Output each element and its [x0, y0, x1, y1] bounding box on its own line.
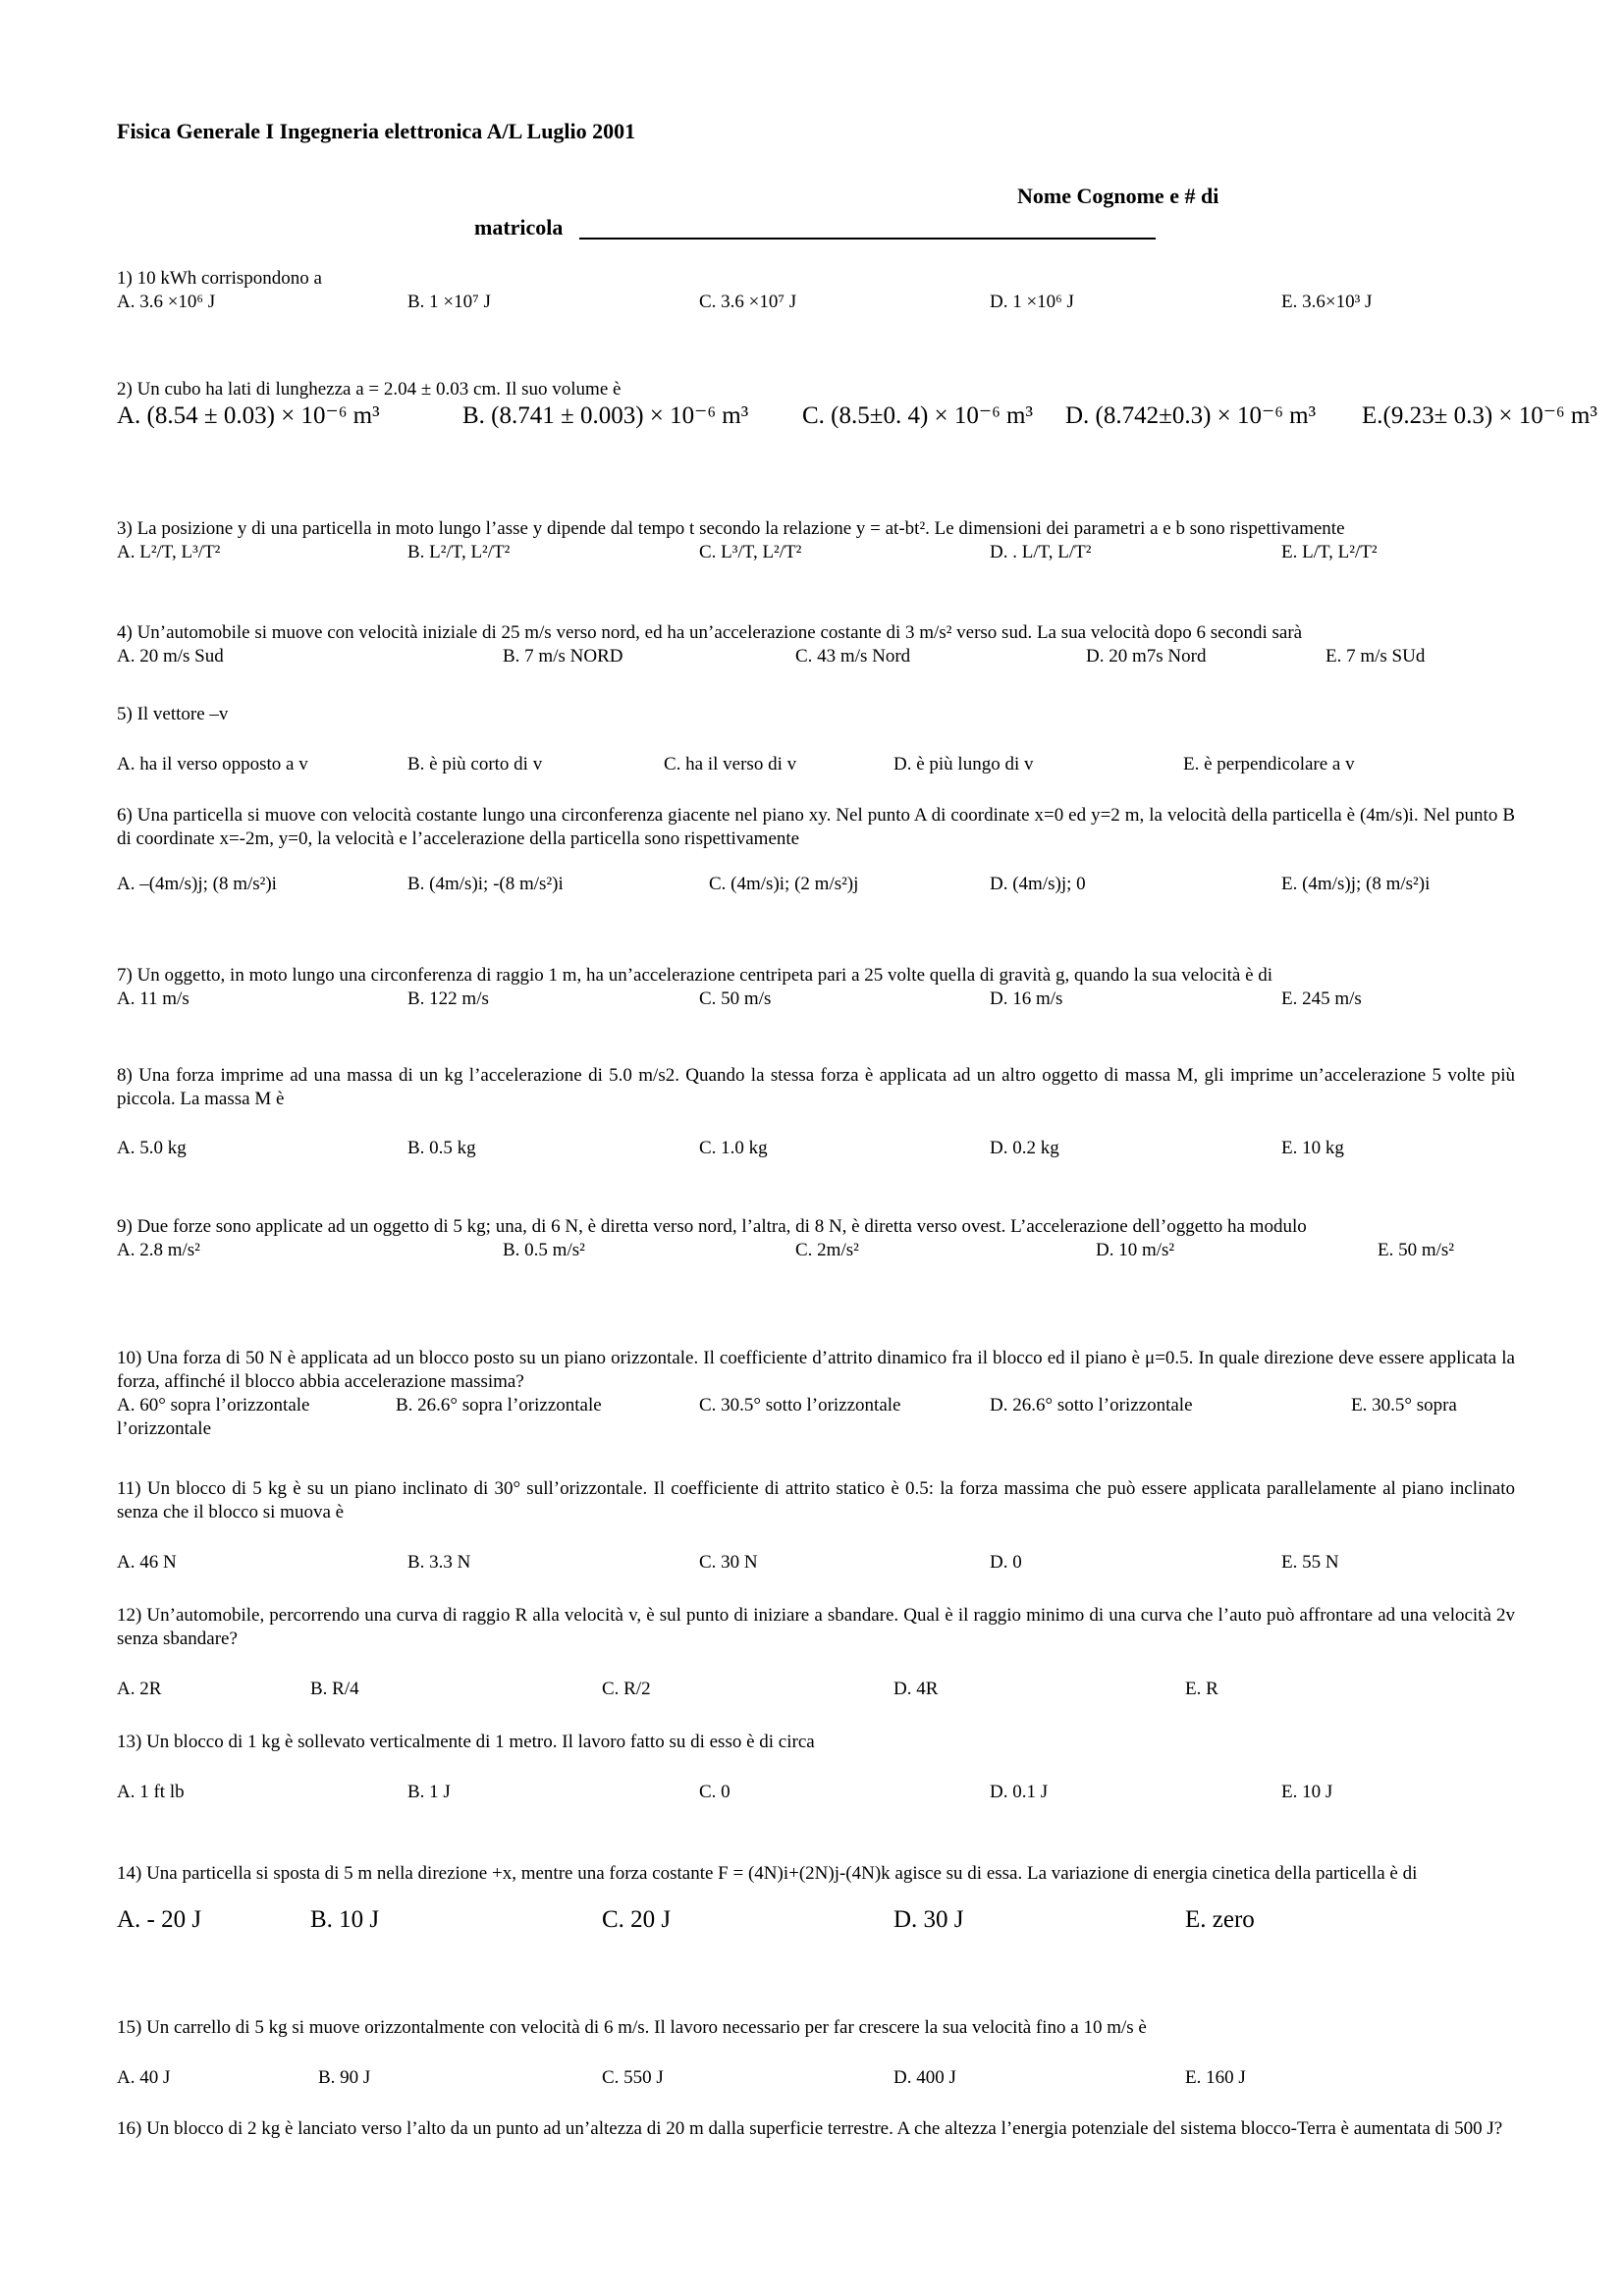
question-text: 2) Un cubo ha lati di lunghezza a = 2.04 ± 0.03 cm. Il suo volume è: [117, 379, 622, 400]
option-b: B. 26.6° sopra l’orizzontale: [396, 1395, 602, 1415]
option-b: B. L²/T, L²/T²: [407, 542, 511, 562]
question-text: 12) Un’automobile, percorrendo una curva di raggio R alla velocità v, è sul punto di iniziare a sbandare. Qual è il raggio minimo di una curva che l’auto può affrontare ad una velocità 2v senza sbandare?: [117, 1605, 1515, 1649]
option-e: E. 55 N: [1281, 1552, 1339, 1573]
option-d: D. (8.742±0.3) × 10⁻⁶ m³: [1065, 402, 1317, 429]
option-b: B. (8.741 ± 0.003) × 10⁻⁶ m³: [462, 402, 749, 429]
option-d: D. 400 J: [893, 2067, 956, 2088]
option-c: C. L³/T, L²/T²: [699, 542, 802, 562]
question-text: 5) Il vettore –v: [117, 704, 229, 724]
option-a: A. 11 m/s: [117, 988, 189, 1009]
option-c: C. 550 J: [602, 2067, 664, 2088]
option-a: A. 46 N: [117, 1552, 177, 1573]
option-d: D. 10 m/s²: [1096, 1240, 1175, 1260]
option-a: A. L²/T, L³/T²: [117, 542, 221, 562]
option-e: E. L/T, L²/T²: [1281, 542, 1378, 562]
question-3: [117, 517, 1515, 564]
option-d: D. 16 m/s: [990, 988, 1063, 1009]
question-6: [117, 804, 1515, 896]
question-text: 14) Una particella si sposta di 5 m nella direzione +x, mentre una forza costante F = (4N)i+(2N)j-(4N)k agisce su di essa. La variazione di energia cinetica della particella è di: [117, 1863, 1418, 1884]
option-e: E. 30.5° sopra: [1351, 1395, 1457, 1415]
option-e: E. zero: [1185, 1906, 1255, 1933]
option-d: D. 0.1 J: [990, 1782, 1049, 1802]
question-4: [117, 621, 1515, 668]
option-d: D. 0.2 kg: [990, 1138, 1059, 1158]
question-10: [117, 1347, 1515, 1441]
option-e: E. 10 kg: [1281, 1138, 1344, 1158]
question-15: [117, 2016, 1515, 2090]
question-text: 7) Un oggetto, in moto lungo una circonferenza di raggio 1 m, ha un’accelerazione centripeta pari a 25 volte quella di gravità g, quando la sua velocità è di: [117, 965, 1273, 986]
option-a: A. (8.54 ± 0.03) × 10⁻⁶ m³: [117, 402, 380, 429]
question-text: 1) 10 kWh corrispondono a: [117, 268, 322, 289]
option-b: B. è più corto di v: [407, 754, 543, 774]
option-d: D. 20 m7s Nord: [1086, 646, 1207, 667]
option-d: D. è più lungo di v: [893, 754, 1034, 774]
option-c: C. 30.5° sotto l’orizzontale: [699, 1395, 901, 1415]
question-7: [117, 964, 1515, 1011]
option-a: A. 3.6 ×10⁶ J: [117, 292, 216, 312]
option-b: B. 0.5 kg: [407, 1138, 476, 1158]
option-a: A. 60° sopra l’orizzontale: [117, 1395, 310, 1415]
option-c: C. 50 m/s: [699, 988, 772, 1009]
name-label: Nome Cognome e # di: [1017, 184, 1219, 208]
option-e: E. 50 m/s²: [1378, 1240, 1455, 1260]
question-2: [117, 378, 1597, 431]
option-d: D. 0: [990, 1552, 1022, 1573]
option-a: A. 2.8 m/s²: [117, 1240, 200, 1260]
matricola-label: matricola: [474, 215, 564, 240]
question-16: [117, 2117, 1515, 2141]
option-d: D. 26.6° sotto l’orizzontale: [990, 1395, 1193, 1415]
question-text: 13) Un blocco di 1 kg è sollevato verticalmente di 1 metro. Il lavoro fatto su di esso è di circa: [117, 1732, 815, 1752]
option-e: E. R: [1185, 1679, 1218, 1699]
question-text: 16) Un blocco di 2 kg è lanciato verso l’alto da un punto ad un’altezza di 20 m dalla superficie terrestre. A che altezza l’energia potenziale del sistema blocco-Terra è aumentata di 500 J?: [117, 2118, 1503, 2139]
option-c: C. 2m/s²: [795, 1240, 859, 1260]
option-b: B. (4m/s)i; -(8 m/s²)i: [407, 874, 564, 894]
option-b: B. 7 m/s NORD: [503, 646, 623, 667]
option-c: C. (8.5±0. 4) × 10⁻⁶ m³: [802, 402, 1033, 429]
option-b: B. 90 J: [318, 2067, 371, 2088]
option-b: B. 10 J: [310, 1906, 380, 1933]
option-a: A. 40 J: [117, 2067, 171, 2088]
option-c: C. 43 m/s Nord: [795, 646, 911, 667]
question-9: [117, 1215, 1515, 1262]
option-d: D. 4R: [893, 1679, 939, 1699]
option-c: C. 0: [699, 1782, 730, 1802]
question-5: [117, 703, 1515, 776]
option-a: A. ha il verso opposto a v: [117, 754, 308, 774]
option-a: A. 5.0 kg: [117, 1138, 187, 1158]
option-d: D. 1 ×10⁶ J: [990, 292, 1074, 312]
option-c: C. (4m/s)i; (2 m/s²)j: [709, 874, 859, 894]
matricola-blank-line: [579, 238, 1156, 240]
question-text: 3) La posizione y di una particella in moto lungo l’asse y dipende dal tempo t secondo la relazione y = at-bt². Le dimensioni dei parametri a e b sono rispettivamente: [117, 518, 1345, 539]
option-c: C. ha il verso di v: [664, 754, 797, 774]
option-b: B. 0.5 m/s²: [503, 1240, 585, 1260]
option-c: C. 30 N: [699, 1552, 758, 1573]
option-e: E. 245 m/s: [1281, 988, 1362, 1009]
option-e: E. 160 J: [1185, 2067, 1246, 2088]
option-e: E. è perpendicolare a v: [1183, 754, 1355, 774]
option-e: E. 10 J: [1281, 1782, 1333, 1802]
option-b: B. 122 m/s: [407, 988, 489, 1009]
question-12: [117, 1604, 1515, 1701]
option-a: A. –(4m/s)j; (8 m/s²)i: [117, 874, 277, 894]
question-text: 11) Un blocco di 5 kg è su un piano inclinato di 30° sull’orizzontale. Il coefficiente di attrito statico è 0.5: la forza massima che può essere applicata parallelamente al piano inclinato senza che il blocco si muova è: [117, 1478, 1515, 1522]
option-e: E. (4m/s)j; (8 m/s²)i: [1281, 874, 1431, 894]
option-e-continued: l’orizzontale: [117, 1418, 212, 1439]
option-c: C. R/2: [602, 1679, 651, 1699]
option-d: D. (4m/s)j; 0: [990, 874, 1086, 894]
option-a: A. 20 m/s Sud: [117, 646, 224, 667]
question-text: 15) Un carrello di 5 kg si muove orizzontalmente con velocità di 6 m/s. Il lavoro necessario per far crescere la sua velocità fino a 10 m/s è: [117, 2017, 1147, 2038]
question-text: 8) Una forza imprime ad una massa di un kg l’accelerazione di 5.0 m/s2. Quando la stessa forza è applicata ad un altro oggetto di massa M, gli imprime un’accelerazione 5 volte più piccola. La massa M è: [117, 1065, 1515, 1109]
question-1: [117, 267, 1515, 314]
question-8: [117, 1064, 1515, 1160]
option-e: E. 3.6×10³ J: [1281, 292, 1373, 312]
exam-title: Fisica Generale I Ingegneria elettronica A/L Luglio 2001: [117, 119, 636, 143]
question-14: [117, 1862, 1515, 1935]
question-text: 10) Una forza di 50 N è applicata ad un blocco posto su un piano orizzontale. Il coefficiente d’attrito dinamico fra il blocco ed il piano è μ=0.5. In quale direzione deve essere applicata la forza, affinché il blocco abbia accelerazione massima?: [117, 1348, 1515, 1392]
option-d: D. . L/T, L/T²: [990, 542, 1092, 562]
option-d: D. 30 J: [893, 1906, 964, 1933]
option-b: B. R/4: [310, 1679, 359, 1699]
option-b: B. 3.3 N: [407, 1552, 471, 1573]
option-a: A. 1 ft lb: [117, 1782, 185, 1802]
question-11: [117, 1477, 1515, 1575]
option-c: C. 3.6 ×10⁷ J: [699, 292, 797, 312]
option-b: B. 1 ×10⁷ J: [407, 292, 491, 312]
option-b: B. 1 J: [407, 1782, 451, 1802]
question-text: 4) Un’automobile si muove con velocità iniziale di 25 m/s verso nord, ed ha un’accelerazione costante di 3 m/s² verso sud. La sua velocità dopo 6 secondi sarà: [117, 622, 1303, 643]
option-c: C. 1.0 kg: [699, 1138, 768, 1158]
question-text: 6) Una particella si muove con velocità costante lungo una circonferenza giacente nel piano xy. Nel punto A di coordinate x=0 ed y=2 m, la velocità della particella è (4m/s)i. Nel punto B di coordinate x=-2m, y=0, la velocità e l’accelerazione della particella sono rispettivamente: [117, 805, 1515, 849]
question-13: [117, 1731, 1515, 1804]
option-a: A. - 20 J: [117, 1906, 202, 1933]
option-e: E.(9.23± 0.3) × 10⁻⁶ m³: [1362, 402, 1597, 429]
option-a: A. 2R: [117, 1679, 162, 1699]
option-c: C. 20 J: [602, 1906, 672, 1933]
option-e: E. 7 m/s SUd: [1325, 646, 1426, 667]
question-text: 9) Due forze sono applicate ad un oggetto di 5 kg; una, di 6 N, è diretta verso nord, l’altra, di 8 N, è diretta verso ovest. L’accelerazione dell’oggetto ha modulo: [117, 1216, 1307, 1237]
